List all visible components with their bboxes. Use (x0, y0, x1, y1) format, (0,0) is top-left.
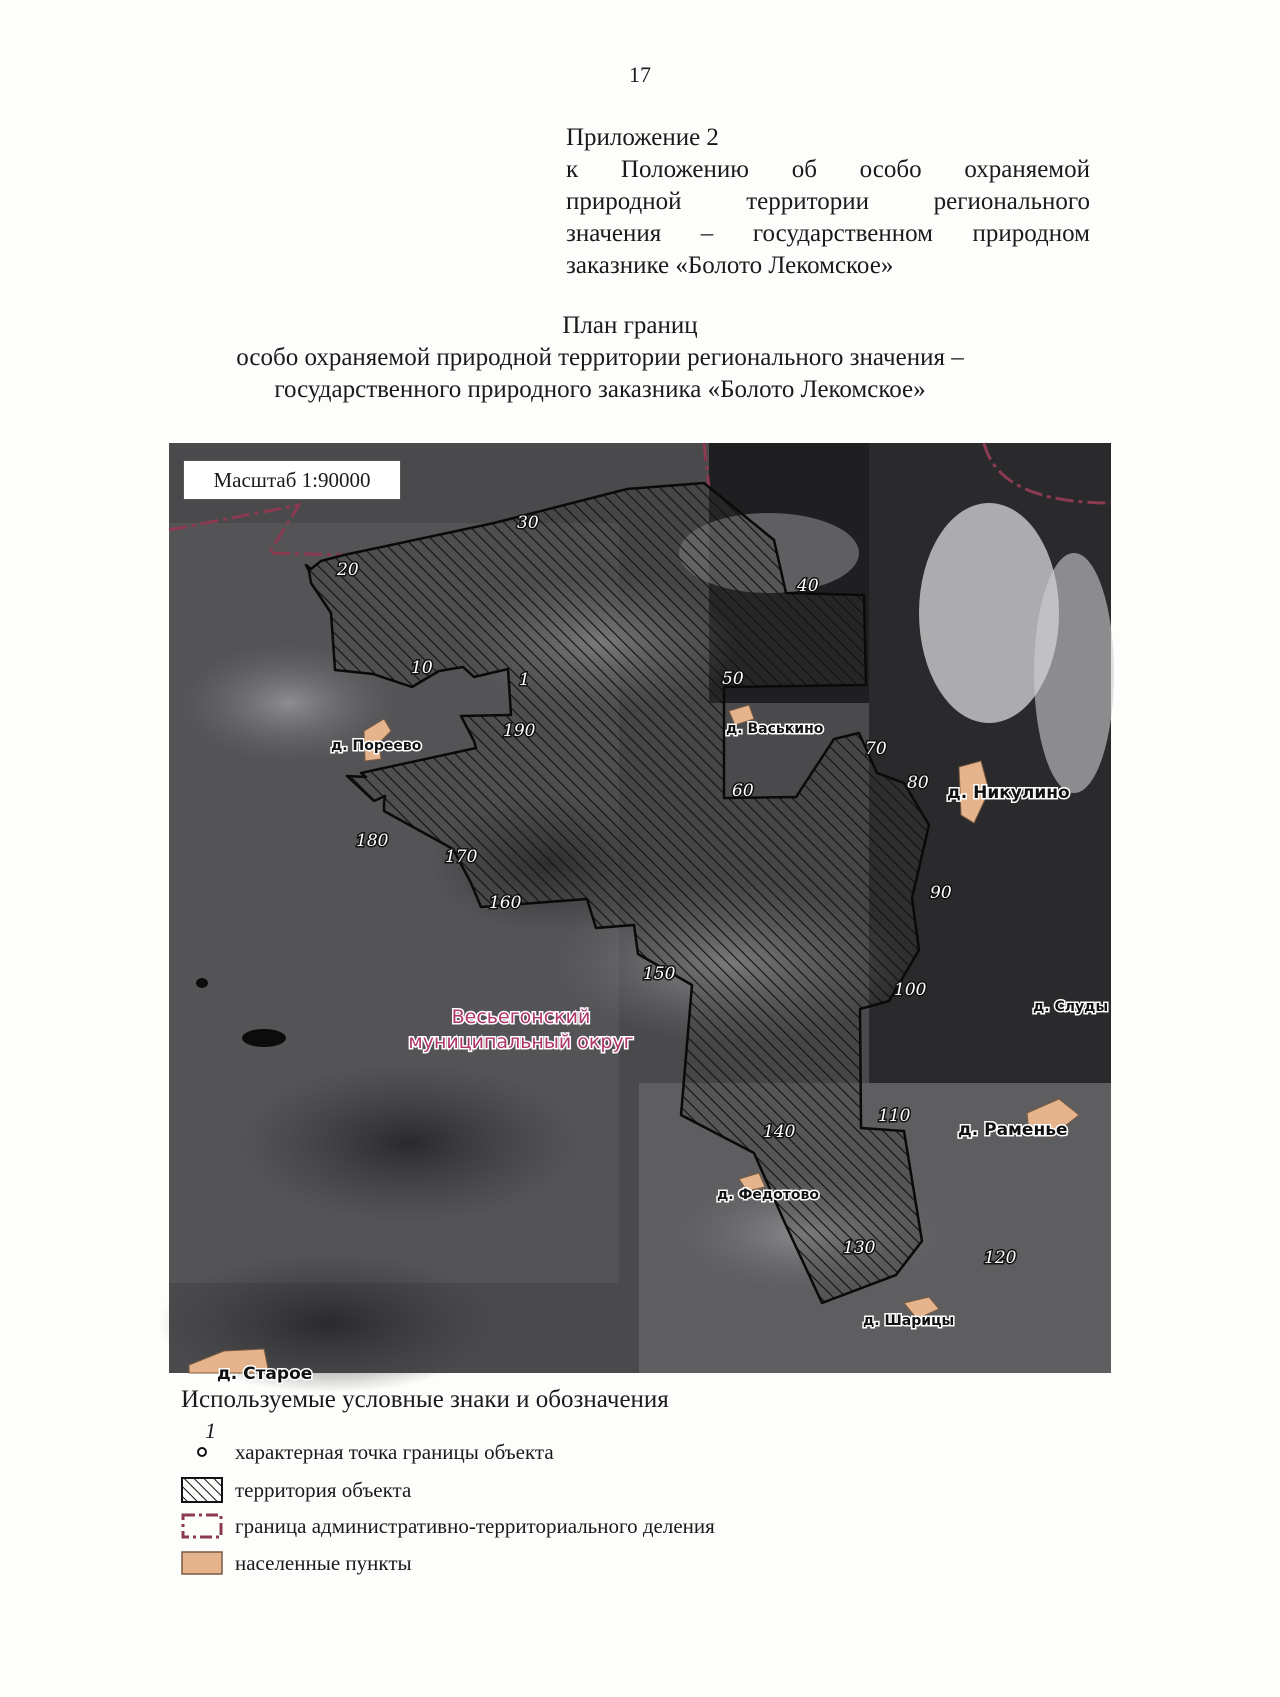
legend-text: населенные пункты (235, 1551, 412, 1575)
settlement-label-sharitsy: д. Шарицы (863, 1313, 955, 1329)
point-label: 100 (894, 980, 927, 1000)
point-label: 170 (445, 847, 478, 867)
point-label: 140 (763, 1122, 796, 1142)
appendix-header (566, 122, 1090, 282)
legend-text: территория объекта (235, 1478, 412, 1502)
terrain-patch (1034, 553, 1114, 793)
boundary-map (169, 443, 1111, 1384)
appendix-line: заказнике «Болото Лекомское» (566, 252, 894, 279)
settlement-label-staroe: д. Старое (217, 1364, 313, 1384)
point-label: 160 (489, 893, 522, 913)
page-number: 17 (629, 62, 651, 87)
appendix-line: значения – государственном природном (566, 220, 1090, 247)
map-scale: Масштаб 1:90000 (183, 460, 401, 500)
point-label: 40 (797, 576, 819, 596)
point-label: 60 (732, 781, 754, 801)
point-label: 180 (356, 831, 389, 851)
plan-title-line: особо охраняемой природной территории регионального значения – (236, 344, 964, 371)
settlement-swatch-icon (181, 1549, 223, 1577)
point-label: 50 (722, 669, 744, 689)
point-label: 30 (517, 513, 539, 533)
district-label-line: муниципальный округ (408, 1031, 634, 1053)
district-label-line: Весьегонский (451, 1006, 591, 1028)
point-label: 190 (503, 721, 536, 741)
hatched-area-icon (181, 1476, 223, 1504)
lake (196, 978, 208, 988)
legend-title: Используемые условные знаки и обозначения (181, 1386, 669, 1413)
settlement-label-vaskino: д. Васькино (726, 721, 824, 737)
map-canvas (169, 443, 1111, 1384)
settlement-label-sludy: д. Слуды (1033, 999, 1109, 1015)
dashed-boundary-icon (181, 1512, 223, 1540)
point-label: 150 (643, 964, 676, 984)
legend-point-number: 1 (205, 1418, 216, 1443)
point-label: 120 (984, 1248, 1017, 1268)
plan-title-line: государственного природного заказника «Болото Лекомское» (274, 376, 926, 403)
point-label: 80 (907, 773, 929, 793)
appendix-line: Приложение 2 (566, 124, 719, 151)
plan-title-line: План границ (562, 312, 698, 339)
plan-title (0, 310, 1200, 406)
point-label: 70 (865, 739, 887, 759)
settlement-label-fedotovo: д. Федотово (717, 1187, 820, 1203)
lake (242, 1029, 286, 1047)
point-label: 130 (843, 1238, 876, 1258)
point-label: 1 (519, 670, 530, 690)
point-label: 110 (878, 1106, 911, 1126)
appendix-line: к Положению об особо охраняемой (566, 156, 1090, 183)
point-label: 90 (930, 883, 952, 903)
settlement-label-poreevo: д. Пореево (331, 738, 422, 754)
appendix-line: природной территории регионального (566, 188, 1090, 215)
point-label: 20 (337, 560, 359, 580)
legend-text: характерная точка границы объекта (235, 1440, 554, 1464)
boundary-point-icon (181, 1438, 223, 1466)
terrain-patch (239, 1063, 579, 1223)
legend-text: граница административно-территориального деления (235, 1514, 715, 1538)
point-label: 10 (411, 658, 433, 678)
settlement-label-ramenye: д. Раменье (958, 1120, 1068, 1140)
settlement-label-nikulino: д. Никулино (947, 783, 1070, 803)
